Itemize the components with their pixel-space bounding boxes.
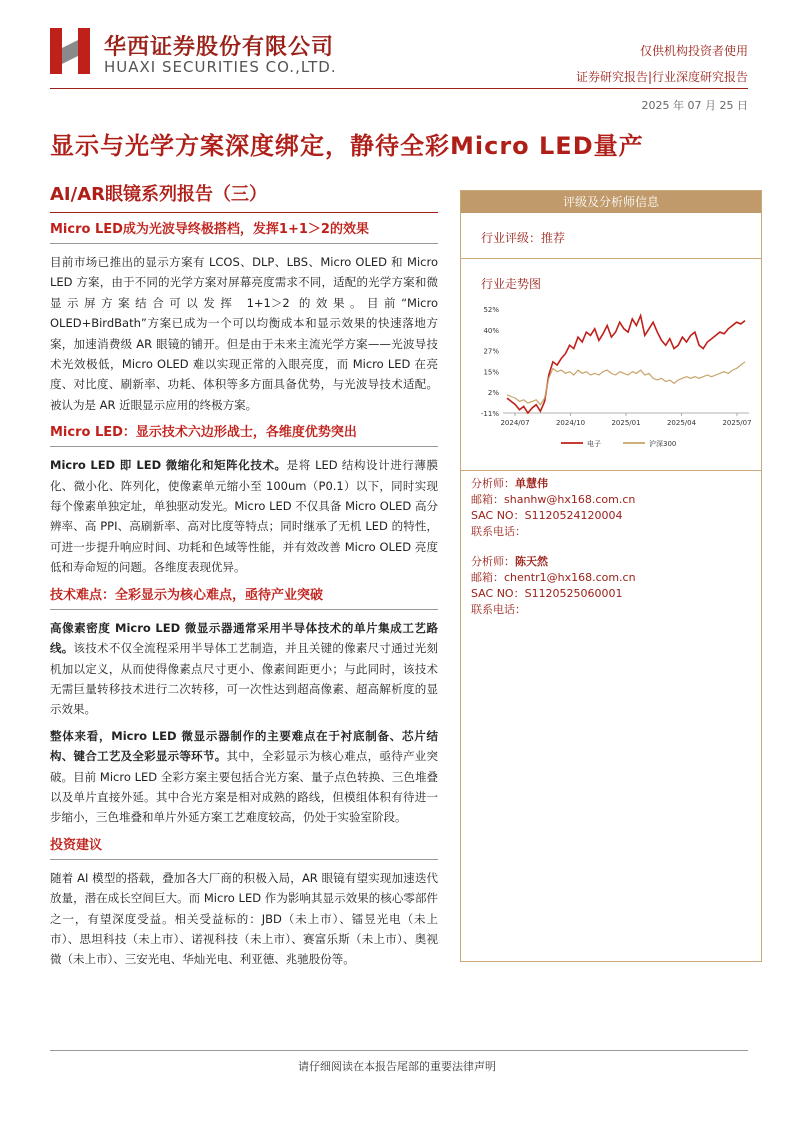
analyst-title: 分析师： <box>471 477 515 490</box>
industry-trend-chart <box>471 301 756 461</box>
section-3 <box>50 584 438 828</box>
analyst-name: 陈天然 <box>515 555 548 568</box>
rating-label: 行业评级： <box>481 231 542 245</box>
legal-footer: 请仔细阅读在本报告尾部的重要法律声明 <box>298 1060 496 1073</box>
series-line-1 <box>507 362 745 405</box>
para-lead: 整体来看，Micro LED 微显示器制作的主要难点在于衬底制备、芯片结构、键合工艺及全彩显示等环节。 <box>50 728 438 764</box>
legend-label: 沪深300 <box>649 440 677 448</box>
x-tick-label: 2025/01 <box>611 419 641 427</box>
x-tick-label: 2025/07 <box>722 419 752 427</box>
para-text: 该技术不仅全流程采用半导体工艺制造，并且关键的像素尺寸通过光刻机加以定义，从而使得像素点尺寸更小、像素间距更小；与此同时，该技术无需巨量转移技术进行二次转移，可一次性达到超高像素、超高解析度的显示效果。 <box>50 641 438 717</box>
company-name-cn: 华西证券股份有限公司 <box>104 35 335 60</box>
analyst-email: 邮箱：chentr1@hx168.com.cn <box>471 571 636 584</box>
x-tick-label: 2024/07 <box>500 419 530 427</box>
y-tick-label: 2% <box>487 389 499 398</box>
section-heading: Micro LED成为光波导终极搭档，发挥1+1＞2的效果 <box>50 218 438 244</box>
analyst-1 <box>471 476 635 540</box>
section-paragraph <box>50 455 438 577</box>
section-paragraph <box>50 252 438 415</box>
para-lead: Micro LED 即 LED 微缩化和矩阵化技术。 <box>50 458 287 473</box>
y-tick-label: 15% <box>483 368 499 377</box>
section-paragraph <box>50 726 438 828</box>
legend-label: 电子 <box>587 440 601 448</box>
footer-divider <box>50 1050 748 1051</box>
company-name-en: HUAXI SECURITIES CO.,LTD. <box>104 58 337 76</box>
para-text: 目前市场已推出的显示方案有 LCOS、DLP、LBS、Micro OLED 和 Micro LED 方案，由于不同的光学方案对屏幕亮度需求不同，适配的光学方案和微显示屏方案结合可以发挥 1+1＞2 的效果。目前“Micro OLED+BirdBath”方案已成为一个可以均衡成本和显示效果的快速落地方案，加速消费级 AR 眼镜的铺开。但是由于未来主流光学方案——光波导技术光效极低，Micro OLED 难以实现正常的入眼亮度，而 Micro LED 在亮度、对比度、刷新率、功耗、体积等多方面具备优势，与光波导技术适配。被认为是 AR 近眼显示应用的终极方案。 <box>50 255 438 412</box>
analyst-title: 分析师： <box>471 555 515 568</box>
sidebar-divider-1 <box>460 258 762 259</box>
y-tick-label: 52% <box>483 306 499 314</box>
report-type: 证券研究报告|行业深度研究报告 <box>575 70 748 84</box>
report-date: 2025 年 07 月 25 日 <box>641 99 748 112</box>
industry-rating <box>481 229 565 246</box>
section-paragraph <box>50 618 438 720</box>
main-content <box>50 218 438 976</box>
para-text: 是将 LED 结构设计进行薄膜化、微小化、阵列化，使像素单元缩小至 100um（P0.1）以下，同时实现每个像素单独定址，单独驱动发光。Micro LED 不仅具备 Micro OLED 高分辨率、高 PPI、高刷新率、高对比度等特点；同时继承了无机 LED 的特性，可进一步提升响应时间、功耗和色域等性能，并有效改善 Micro OLED 亮度低和寿命短的问题。各维度表现优异。 <box>50 458 438 575</box>
y-tick-label: 27% <box>483 347 499 356</box>
series-line-0 <box>507 316 745 413</box>
y-tick-label: -11% <box>480 410 499 418</box>
huaxi-logo-icon <box>50 26 90 76</box>
report-subtitle: AI/AR眼镜系列报告（三） <box>50 184 267 205</box>
analyst-phone: 联系电话： <box>471 525 526 538</box>
rating-value: 推荐 <box>541 231 566 245</box>
header-divider <box>50 88 748 89</box>
analyst-2 <box>471 554 636 618</box>
sidebar-header: 评级及分析师信息 <box>461 191 761 213</box>
para-text: 其中，全彩显示为核心难点，亟待产业突破。目前 Micro LED 全彩方案主要包括合光方案、量子点色转换、三色堆叠以及单片直接外延。其中合光方案是相对成熟的路线，但模组体积有待进一步缩小，三色堆叠和单片外延方案工艺难度较高，仍处于实验室阶段。 <box>50 749 438 825</box>
para-lead: 高像素密度 Micro LED 微显示器通常采用半导体技术的单片集成工艺路线。 <box>50 620 438 656</box>
section-2 <box>50 421 438 577</box>
section-heading: 投资建议 <box>50 834 438 860</box>
para-text: 随着 AI 模型的搭载，叠加各大厂商的积极入局，AR 眼镜有望实现加速迭代放量，潜在成长空间巨大。而 Micro LED 作为影响其显示效果的核心零部件之一，有望深度受益。相关受益标的：JBD（未上市）、镭昱光电（未上市）、思坦科技（未上市）、诺视科技（未上市）、赛富乐斯（未上市）、奥视微（未上市）、三安光电、华灿光电、利亚德、兆驰股份等。 <box>50 870 438 967</box>
analyst-email: 邮箱：shanhw@hx168.com.cn <box>471 493 636 506</box>
analyst-name: 单慧伟 <box>515 477 548 490</box>
y-tick-label: 40% <box>483 326 499 335</box>
section-4 <box>50 834 438 970</box>
section-paragraph <box>50 868 438 970</box>
analyst-sac: SAC NO：S1120525060001 <box>471 587 623 600</box>
analyst-phone: 联系电话： <box>471 603 526 616</box>
audience-note: 仅供机构投资者使用 <box>639 44 748 58</box>
analyst-sidebar <box>460 190 762 962</box>
trend-label: 行业走势图 <box>481 277 542 291</box>
x-tick-label: 2025/04 <box>666 419 697 427</box>
section-1 <box>50 218 438 415</box>
subtitle-divider <box>50 212 438 213</box>
analyst-sac: SAC NO：S1120524120004 <box>471 509 623 522</box>
section-heading: 技术难点：全彩显示为核心难点，亟待产业突破 <box>50 584 438 610</box>
section-heading: Micro LED：显示技术六边形战士，各维度优势突出 <box>50 421 438 447</box>
report-title: 显示与光学方案深度绑定，静待全彩Micro LED量产 <box>50 132 644 160</box>
sidebar-divider-2 <box>460 470 762 471</box>
x-tick-label: 2024/10 <box>555 419 586 427</box>
